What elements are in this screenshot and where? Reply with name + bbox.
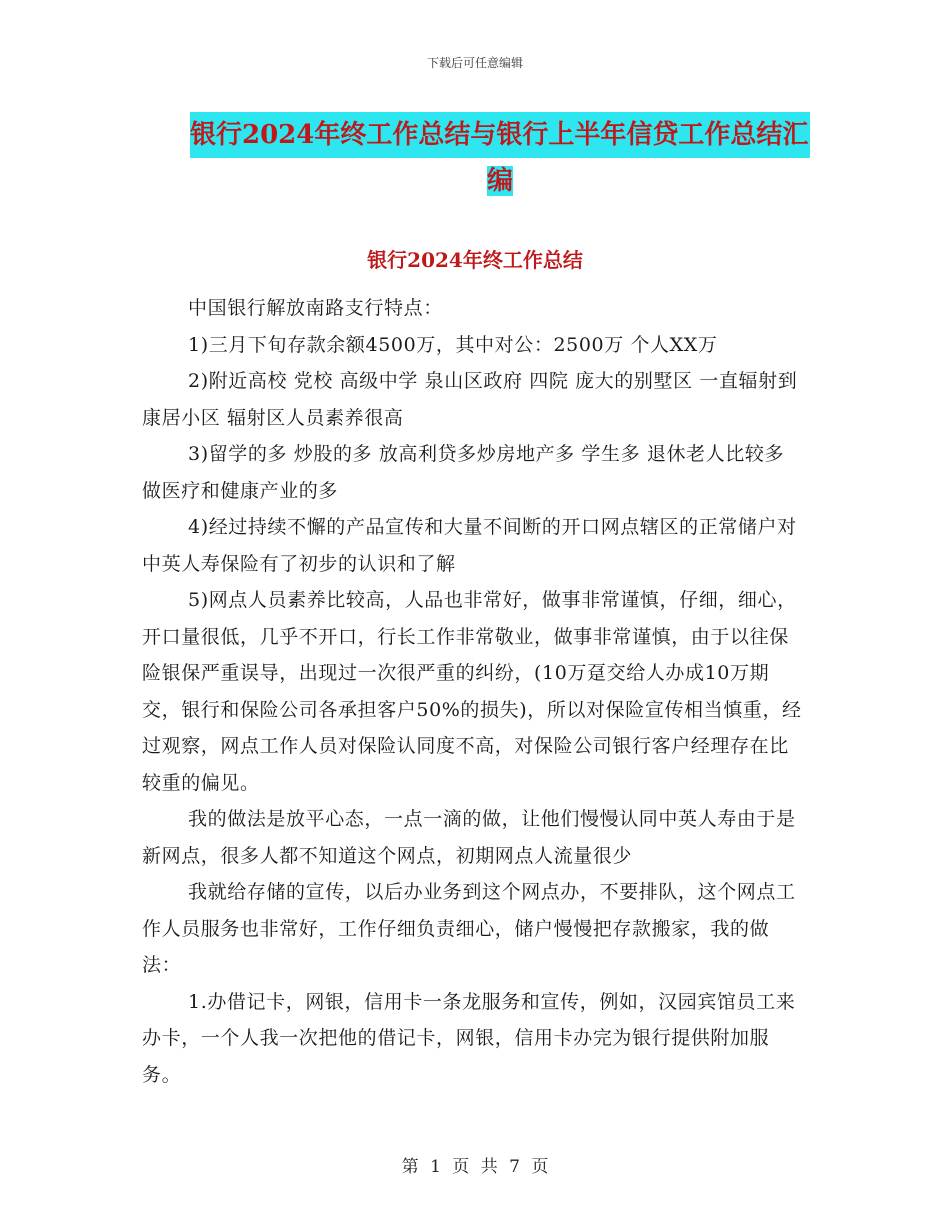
paragraph: 我的做法是放平心态，一点一滴的做，让他们慢慢认同中英人寿由于是新网点，很多人都不知道这个网点，初期网点人流量很少 — [142, 808, 796, 867]
paragraph: 1)三月下旬存款余额4500万，其中对公：2500万 个人XX万 — [188, 333, 718, 356]
paragraph: 3)留学的多 炒股的多 放高利贷多炒房地产多 学生多 退休老人比较多 做医疗和健康产业的多 — [142, 443, 785, 502]
paragraph: 5)网点人员素养比较高，人品也非常好，做事非常谨慎，仔细，细心，开口量很低，几乎不开口，行长工作非常敬业，做事非常谨慎，由于以往保险银保严重误导，出现过一次很严重的纠纷，(10万趸交给人办成10万期交，银行和保险公司各承担客户50%的损失)，所以对保险宣传相当慎重，经过观察，网点工作人员对保险认同度不高，对保险公司银行客户经理存在比较重的偏见。 — [142, 589, 802, 794]
document-title-line1: 银行2024年终工作总结与银行上半年信贷工作总结汇 — [190, 112, 810, 158]
header-note: 下载后可任意编辑 — [426, 56, 523, 70]
page-footer: 第 1 页 共 7 页 — [401, 1157, 549, 1177]
document-title-line2: 编 — [486, 166, 513, 196]
section-title: 银行2024年终工作总结 — [367, 248, 583, 272]
document-title — [190, 112, 810, 204]
paragraph: 4)经过持续不懈的产品宣传和大量不间断的开口网点辖区的正常储户对中英人寿保险有了初步的认识和了解 — [142, 516, 797, 575]
paragraph: 1.办借记卡，网银，信用卡一条龙服务和宣传，例如，汉园宾馆员工来办卡，一个人我一次把他的借记卡，网银，信用卡办完为银行提供附加服务。 — [142, 990, 796, 1086]
body-text — [142, 290, 802, 1093]
paragraph: 中国银行解放南路支行特点： — [188, 297, 443, 319]
paragraph: 我就给存储的宣传，以后办业务到这个网点办，不要排队，这个网点工作人员服务也非常好，工作仔细负责细心，储户慢慢把存款搬家，我的做法： — [142, 881, 796, 976]
paragraph: 2)附近高校 党校 高级中学 泉山区政府 四院 庞大的别墅区 一直辐射到康居小区 辐射区人员素养很高 — [142, 370, 798, 429]
